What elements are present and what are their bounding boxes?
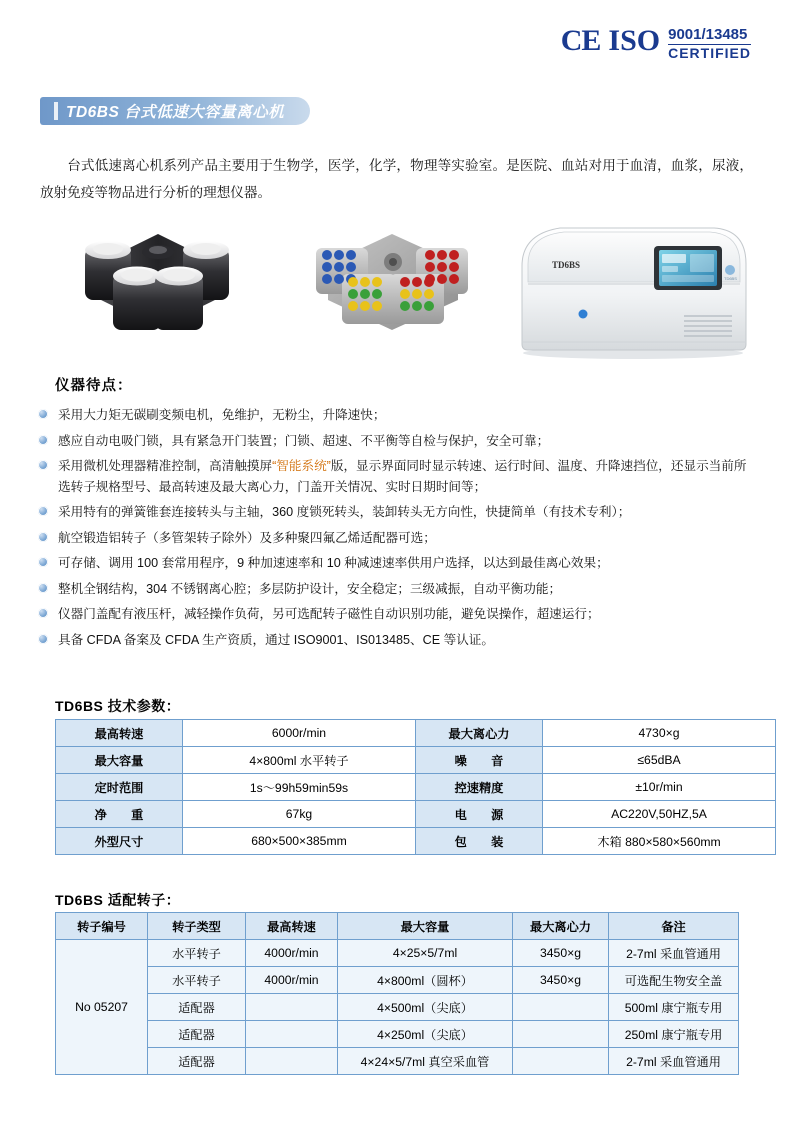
spec-label: 外型尺寸 [56,828,183,855]
spec-label: 噪 音 [416,747,543,774]
bullet-icon [38,557,48,567]
list-item [36,630,756,650]
column-header: 备注 [609,913,739,940]
feature-text: 感应自动电吸门锁，具有紧急开门装置；门锁、超速、不平衡等自检与保护，安全可靠； [58,433,550,448]
spec-value: 4730×g [543,720,776,747]
spec-value: 680×500×385mm [183,828,416,855]
iso-numbers: 9001/13485 [668,27,751,45]
column-header: 最大离心力 [513,913,609,940]
certification-marks [561,26,751,60]
feature-text: 具备 CFDA 备案及 CFDA 生产资质，通过 ISO9001、IS013485、CE 等认证。 [58,633,494,648]
iso-mark-label: ISO [608,24,661,57]
iso-certified-label: CERTIFIED [668,44,751,61]
bullet-icon [38,583,48,593]
iso-standards [668,26,751,60]
rotor-note: 2-7ml 采血管通用 [609,940,739,967]
feature-text: 采用特有的弹簧锥套连接转头与主轴，360 度锁死转头，装卸转头无方向性，快捷简单（有技术专利）； [58,505,631,520]
features-list [36,405,756,656]
rotor-speed [246,994,338,1021]
bullet-icon [38,634,48,644]
table-row [56,828,776,855]
spec-value: 4×800ml 水平转子 [183,747,416,774]
table-row [56,940,739,967]
intro-paragraph: 台式低速离心机系列产品主要用于生物学，医学，化学，物理等实验室。是医院、血站对用于血清，血浆，尿液，放射免疫等物品进行分析的理想仪器。 [40,157,753,200]
feature-text-post: 版，显示界面同时显示转速、运行时间、温度、升降速挡位，还显示当前所选转子规格型号、最高转速及最大离心力，门盖开关情况、实时日期时间等； [58,459,747,494]
bullet-icon [38,409,48,419]
list-item [36,528,756,548]
table-header-row [56,913,739,940]
rotor-capacity: 4×500ml（尖底） [338,994,513,1021]
product-image-row [40,212,753,357]
rotor-type: 水平转子 [148,940,246,967]
spec-value: 6000r/min [183,720,416,747]
rotor-type: 水平转子 [148,967,246,994]
table-row [56,967,739,994]
rotor-speed: 4000r/min [246,967,338,994]
rotor-speed: 4000r/min [246,940,338,967]
table-row [56,720,776,747]
bullet-icon [38,506,48,516]
list-item [36,405,756,425]
column-header: 转子类型 [148,913,246,940]
list-item [36,579,756,599]
rotors-table [55,912,739,1075]
specs-table [55,719,776,855]
bullet-icon [38,460,48,470]
table-row [56,801,776,828]
rotor-tubes-image [290,216,495,351]
feature-text: 采用大力矩无碳刷变频电机，免维护，无粉尘，升降速快； [58,408,386,422]
rotor-capacity: 4×25×5/7ml [338,940,513,967]
table-row [56,1021,739,1048]
spec-label: 定时范围 [56,774,183,801]
rotor-note: 2-7ml 采血管通用 [609,1048,739,1075]
feature-text: 仪器门盖配有液压杆，减轻操作负荷，另可选配转子磁性自动识别功能，避免误操作，超速运行； [58,607,600,622]
page-title: TD6BS 台式低速大容量离心机 [66,104,285,121]
rotor-rcf [513,1048,609,1075]
rotor-rcf [513,1021,609,1048]
spec-label: 净 重 [56,801,183,828]
ce-mark-icon: CE [560,24,601,57]
bullet-icon [38,532,48,542]
list-item [36,553,756,573]
rotor-number: No 05207 [56,940,148,1075]
spec-value: AC220V,50HZ,5A [543,801,776,828]
spec-value: 67kg [183,801,416,828]
list-item [36,502,756,522]
centrifuge-machine-image [508,208,758,360]
rotor-note: 可选配生物安全盖 [609,967,739,994]
column-header: 最大容量 [338,913,513,940]
rotor-capacity: 4×24×5/7ml 真空采血管 [338,1048,513,1075]
banner-accent-bar [54,102,58,120]
spec-label: 包 装 [416,828,543,855]
rotor-type: 适配器 [148,994,246,1021]
feature-text-highlight: “智能系统” [272,459,331,474]
svg-text:TD6BS: TD6BS [552,260,581,270]
page-title-banner [40,97,310,125]
spec-value: 木箱 880×580×560mm [543,828,776,855]
rotor-rcf: 3450×g [513,967,609,994]
spec-label: 最大离心力 [416,720,543,747]
rotor-rcf [513,994,609,1021]
features-heading: 仪器待点： [55,378,133,394]
spec-label: 最高转速 [56,720,183,747]
column-header: 转子编号 [56,913,148,940]
table-row [56,1048,739,1075]
feature-text-pre: 采用微机处理器精准控制，高清触摸屏 [58,459,273,474]
spec-label: 控速精度 [416,774,543,801]
spec-label: 最大容量 [56,747,183,774]
feature-text: 航空锻造铝转子（多管架转子除外）及多种聚四氟乙烯适配器可选； [58,530,436,545]
rotor-capacity: 4×250ml（尖底） [338,1021,513,1048]
feature-text: 整机全钢结构，304 不锈钢离心腔；多层防护设计，安全稳定；三级减振，自动平衡功能； [58,581,562,596]
rotor-speed [246,1048,338,1075]
table-row [56,994,739,1021]
rotor-note: 500ml 康宁瓶专用 [609,994,739,1021]
table-row [56,747,776,774]
rotor-black-image [55,212,260,352]
spec-value: ≤65dBA [543,747,776,774]
table-row [56,774,776,801]
rotors-heading: TD6BS 适配转子： [55,892,181,908]
spec-value: 1s～99h59min59s [183,774,416,801]
list-item [36,431,756,451]
rotor-capacity: 4×800ml（圆杯） [338,967,513,994]
spec-label: 电 源 [416,801,543,828]
rotor-rcf: 3450×g [513,940,609,967]
rotor-type: 适配器 [148,1021,246,1048]
bullet-icon [38,435,48,445]
bullet-icon [38,608,48,618]
list-item [36,604,756,624]
column-header: 最高转速 [246,913,338,940]
svg-text:TD6BS: TD6BS [724,276,737,281]
feature-text: 可存储、调用 100 套常用程序，9 种加速速率和 10 种减速速率供用户选择，以达到最佳离心效果； [58,556,609,571]
specs-heading: TD6BS 技术参数： [55,698,181,714]
rotor-speed [246,1021,338,1048]
rotor-note: 250ml 康宁瓶专用 [609,1021,739,1048]
rotor-type: 适配器 [148,1048,246,1075]
list-item [36,456,756,497]
spec-value: ±10r/min [543,774,776,801]
